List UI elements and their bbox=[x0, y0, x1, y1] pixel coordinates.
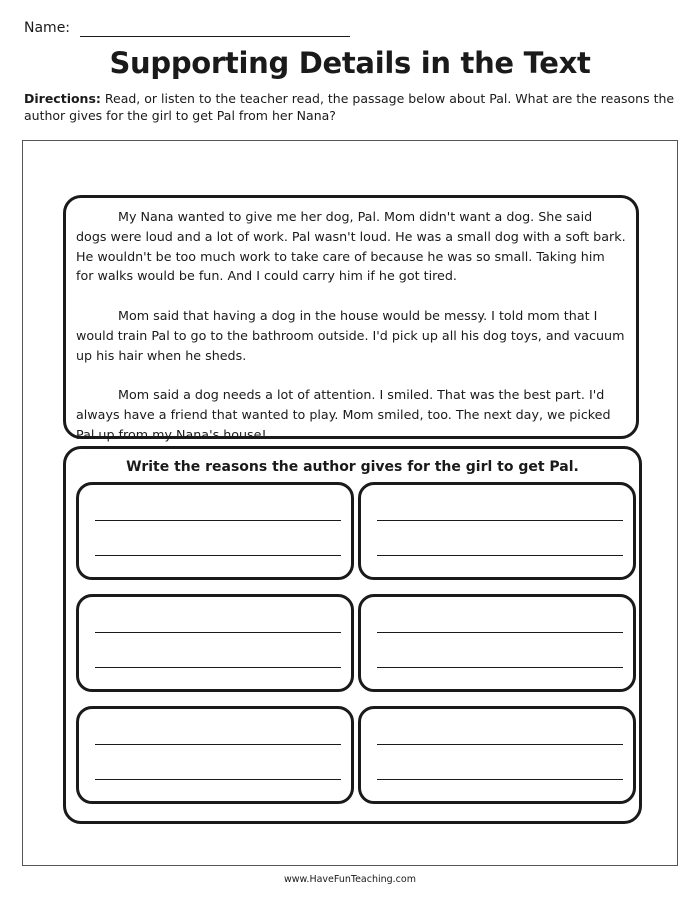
name-blank-line[interactable] bbox=[80, 36, 350, 37]
answer-line[interactable] bbox=[377, 779, 623, 780]
directions-text: Read, or listen to the teacher read, the passage below about Pal. What are the reasons the author gives for the girl to get Pal from her Nana? bbox=[24, 91, 675, 123]
name-row bbox=[24, 20, 354, 40]
answer-line[interactable] bbox=[95, 555, 341, 556]
answer-box-6[interactable] bbox=[358, 706, 636, 804]
footer-website: www.HaveFunTeaching.com bbox=[284, 874, 416, 885]
answer-line[interactable] bbox=[377, 632, 623, 633]
answer-box-2[interactable] bbox=[358, 482, 636, 580]
answer-section bbox=[63, 446, 642, 824]
directions bbox=[24, 90, 680, 124]
answer-line[interactable] bbox=[95, 632, 341, 633]
answer-line[interactable] bbox=[377, 744, 623, 745]
answer-box-3[interactable] bbox=[76, 594, 354, 692]
passage-box bbox=[63, 195, 639, 442]
answer-prompt: Write the reasons the author gives for the girl to get Pal. bbox=[126, 459, 579, 475]
answer-line[interactable] bbox=[95, 744, 341, 745]
directions-label: Directions: bbox=[24, 91, 101, 106]
answer-box-4[interactable] bbox=[358, 594, 636, 692]
answer-box-1[interactable] bbox=[76, 482, 354, 580]
passage-paragraph-3: Mom said a dog needs a lot of attention. I smiled. That was the best part. I'd always have a friend that wanted to play. Mom smiled, too. The next day, we picked Pal up from my Nana's house! bbox=[76, 387, 611, 442]
answer-line[interactable] bbox=[377, 555, 623, 556]
worksheet-title: Supporting Details in the Text bbox=[109, 46, 591, 80]
answer-line[interactable] bbox=[95, 520, 341, 521]
passage-paragraph-1: My Nana wanted to give me her dog, Pal. Mom didn't want a dog. She said dogs were loud and a lot of work. Pal wasn't loud. He was a small dog with a soft bark. He wouldn't be too much work to take care of because he was so small. Taking him for walks would be fun. And I could carry him if he got tired. bbox=[76, 209, 626, 284]
answer-box-5[interactable] bbox=[76, 706, 354, 804]
answer-line[interactable] bbox=[377, 667, 623, 668]
answer-line[interactable] bbox=[95, 779, 341, 780]
answer-line[interactable] bbox=[377, 520, 623, 521]
name-label: Name: bbox=[24, 20, 71, 36]
answer-line[interactable] bbox=[95, 667, 341, 668]
passage-paragraph-2: Mom said that having a dog in the house would be messy. I told mom that I would train Pal to go to the bathroom outside. I'd pick up all his dog toys, and vacuum up his hair when he sheds. bbox=[76, 307, 625, 363]
